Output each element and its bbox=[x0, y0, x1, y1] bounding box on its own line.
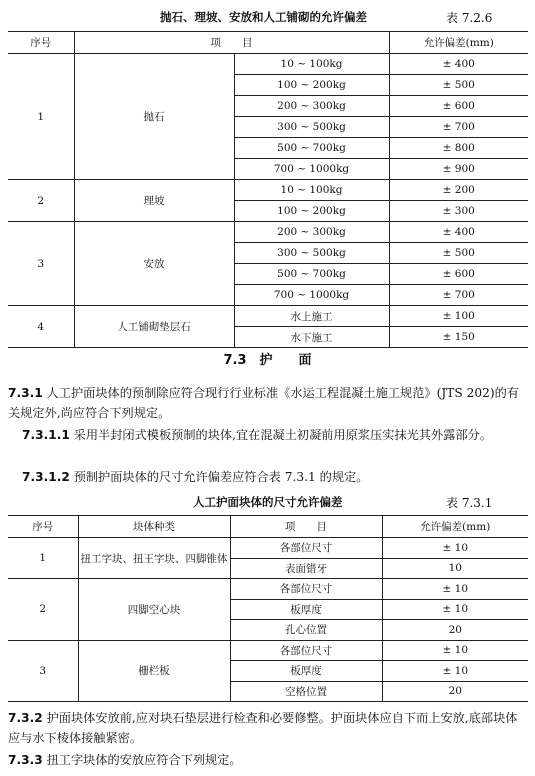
allowed-deviation: ± 700 bbox=[389, 285, 528, 306]
item-range: 500 ~ 700kg bbox=[234, 264, 389, 285]
clause-number: 7.3.3 bbox=[8, 753, 43, 767]
table1-title: 抛石、理坡、安放和人工铺砌的允许偏差 bbox=[160, 10, 367, 24]
clause-number: 7.3.1.2 bbox=[22, 470, 70, 484]
allowed-deviation: ± 100 bbox=[389, 306, 528, 327]
item-name: 各部位尺寸 bbox=[230, 538, 382, 559]
block-type: 扭工字块、扭王字块、四脚锥体 bbox=[78, 538, 230, 579]
paragraph-7-3-1-2 bbox=[8, 467, 528, 487]
paragraph-7-3-2 bbox=[8, 708, 528, 748]
item-name: 板厚度 bbox=[230, 661, 382, 682]
item-range: 700 ~ 1000kg bbox=[234, 159, 389, 180]
table-row bbox=[8, 538, 528, 559]
header-cell: 项 目 bbox=[74, 32, 389, 54]
item-name: 表面错牙 bbox=[230, 558, 382, 579]
item-range: 200 ~ 300kg bbox=[234, 96, 389, 117]
clause-number: 7.3.1.1 bbox=[22, 428, 70, 442]
item-range: 700 ~ 1000kg bbox=[234, 285, 389, 306]
allowed-deviation: ± 500 bbox=[389, 243, 528, 264]
item-name: 安放 bbox=[74, 222, 234, 306]
table2-title: 人工护面块体的尺寸允许偏差 bbox=[193, 495, 343, 509]
item-range: 300 ~ 500kg bbox=[234, 243, 389, 264]
allowed-deviation: ± 10 bbox=[382, 599, 528, 620]
table-row bbox=[8, 579, 528, 600]
allowed-deviation: ± 500 bbox=[389, 75, 528, 96]
allowed-deviation: ± 700 bbox=[389, 117, 528, 138]
clause-number: 7.3.1 bbox=[8, 386, 43, 400]
item-name: 理坡 bbox=[74, 180, 234, 222]
item-name: 抛石 bbox=[74, 54, 234, 180]
clause-number: 7.3.2 bbox=[8, 711, 43, 725]
header-cell: 项 目 bbox=[230, 516, 382, 538]
clause-text: 扭工字块体的安放应符合下列规定。 bbox=[46, 753, 242, 767]
row-number: 3 bbox=[8, 640, 78, 702]
clause-text: 预制护面块体的尺寸允许偏差应符合表 7.3.1 的规定。 bbox=[73, 470, 369, 484]
item-range: 10 ~ 100kg bbox=[234, 180, 389, 201]
section-heading: 7.3 护 面 bbox=[223, 353, 312, 368]
paragraph-7-3-3 bbox=[8, 750, 528, 770]
item-range: 10 ~ 100kg bbox=[234, 54, 389, 75]
row-number: 1 bbox=[8, 538, 78, 579]
item-name: 板厚度 bbox=[230, 599, 382, 620]
item-range: 200 ~ 300kg bbox=[234, 222, 389, 243]
table-7-2-6 bbox=[8, 31, 528, 348]
table-row bbox=[8, 222, 528, 243]
allowed-deviation: ± 150 bbox=[389, 327, 528, 348]
row-number: 3 bbox=[8, 222, 74, 306]
table1-label: 表 7.2.6 bbox=[446, 11, 493, 25]
item-range: 水下施工 bbox=[234, 327, 389, 348]
allowed-deviation: ± 900 bbox=[389, 159, 528, 180]
table-row bbox=[8, 306, 528, 327]
clause-text: 采用半封闭式模板预制的块体,宜在混凝土初凝前用原浆压实抹光其外露部分。 bbox=[73, 428, 492, 442]
allowed-deviation: ± 600 bbox=[389, 96, 528, 117]
table-row bbox=[8, 180, 528, 201]
header-cell: 允许偏差(mm) bbox=[382, 516, 528, 538]
row-number: 2 bbox=[8, 180, 74, 222]
item-range: 水上施工 bbox=[234, 306, 389, 327]
block-type: 栅栏板 bbox=[78, 640, 230, 702]
paragraph-7-3-1 bbox=[8, 383, 528, 423]
item-range: 300 ~ 500kg bbox=[234, 117, 389, 138]
item-name: 各部位尺寸 bbox=[230, 640, 382, 661]
allowed-deviation: ± 200 bbox=[389, 180, 528, 201]
clause-text: 护面块体安放前,应对块石垫层进行检查和必要修整。护面块体应自下而上安放,底部块体应与水下棱体接触紧密。 bbox=[8, 711, 518, 745]
allowed-deviation: ± 10 bbox=[382, 661, 528, 682]
block-type: 四脚空心块 bbox=[78, 579, 230, 641]
row-number: 4 bbox=[8, 306, 74, 348]
allowed-deviation: ± 400 bbox=[389, 54, 528, 75]
item-name: 人工铺砌垫层石 bbox=[74, 306, 234, 348]
allowed-deviation: ± 10 bbox=[382, 579, 528, 600]
paragraph-7-3-1-1 bbox=[8, 425, 528, 445]
allowed-deviation: ± 10 bbox=[382, 640, 528, 661]
table-7-3-1 bbox=[8, 515, 528, 702]
header-cell: 序号 bbox=[8, 32, 74, 54]
allowed-deviation: ± 800 bbox=[389, 138, 528, 159]
item-range: 100 ~ 200kg bbox=[234, 201, 389, 222]
allowed-deviation: 20 bbox=[382, 681, 528, 702]
table-row bbox=[8, 54, 528, 75]
allowed-deviation: ± 600 bbox=[389, 264, 528, 285]
table-row bbox=[8, 640, 528, 661]
item-name: 孔心位置 bbox=[230, 620, 382, 641]
item-range: 500 ~ 700kg bbox=[234, 138, 389, 159]
item-name: 空格位置 bbox=[230, 681, 382, 702]
header-cell: 允许偏差(mm) bbox=[389, 32, 528, 54]
header-cell: 序号 bbox=[8, 516, 78, 538]
allowed-deviation: ± 300 bbox=[389, 201, 528, 222]
row-number: 1 bbox=[8, 54, 74, 180]
allowed-deviation: 20 bbox=[382, 620, 528, 641]
item-range: 100 ~ 200kg bbox=[234, 75, 389, 96]
item-name: 各部位尺寸 bbox=[230, 579, 382, 600]
header-cell: 块体种类 bbox=[78, 516, 230, 538]
table2-label: 表 7.3.1 bbox=[446, 496, 493, 510]
allowed-deviation: ± 400 bbox=[389, 222, 528, 243]
allowed-deviation: ± 10 bbox=[382, 538, 528, 559]
allowed-deviation: 10 bbox=[382, 558, 528, 579]
row-number: 2 bbox=[8, 579, 78, 641]
clause-text: 人工护面块体的预制除应符合现行行业标准《水运工程混凝土施工规范》(JTS 202)的有关规定外,尚应符合下列规定。 bbox=[8, 386, 519, 420]
